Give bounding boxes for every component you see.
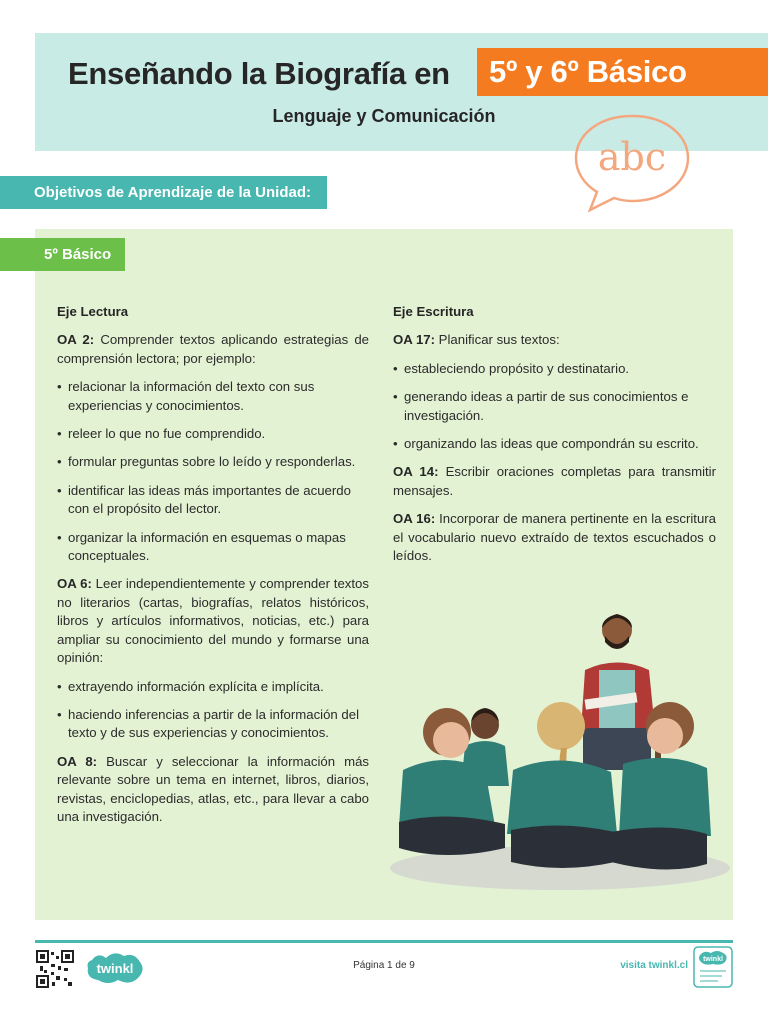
oa8-code: OA 8: — [57, 753, 98, 769]
oa6-list — [57, 678, 369, 743]
list-item: • relacionar la información del texto con sus experiencias y conocimientos. — [57, 378, 369, 415]
speech-bubble-icon — [570, 108, 695, 216]
left-column — [57, 303, 369, 836]
list-item: • organizando las ideas que compondrán su escrito. — [393, 435, 716, 453]
oa2-list — [57, 378, 369, 565]
list-item: • formular preguntas sobre lo leído y responderlas. — [57, 453, 369, 471]
oa17-text: Planificar sus textos: — [435, 332, 560, 348]
oa2-code: OA 2: — [57, 332, 95, 348]
oa8-paragraph — [57, 753, 369, 827]
right-column — [393, 303, 716, 575]
oa14-code: OA 14: — [393, 464, 439, 480]
section-banner: Objetivos de Aprendizaje de la Unidad: — [0, 176, 327, 209]
oa8-text: Buscar y seleccionar la información más relevante sobre un tema en internet, libros, diarios, revistas, enciclopedias, atlas, etc., para llevar a cabo una investigación. — [57, 753, 369, 824]
twinkl-logo-text: twinkl — [96, 961, 134, 976]
page-subtitle: Lenguaje y Comunicación — [272, 106, 496, 126]
oa17-code: OA 17: — [393, 332, 436, 348]
oa16-code: OA 16: — [393, 511, 436, 527]
list-item: • identificar las ideas más importantes de acuerdo con el propósito del lector. — [57, 482, 369, 519]
list-item: • estableciendo propósito y destinatario. — [393, 360, 716, 378]
list-item: • organizar la información en esquemas o mapas conceptuales. — [57, 529, 369, 566]
oa14-text: Escribir oraciones completas para transmitir mensajes. — [393, 464, 716, 498]
list-item: • generando ideas a partir de sus conocimientos e investigación. — [393, 388, 716, 425]
left-heading: Eje Lectura — [57, 304, 129, 319]
oa6-code: OA 6: — [57, 576, 92, 592]
oa6-text: Leer independientemente y comprender textos no literarios (cartas, biografías, relatos históricos, libros y artículos informativos, noticias, etc.) para ampliar su conocimiento del mundo y formarse una opinión: — [57, 576, 369, 666]
oa14-paragraph — [393, 463, 716, 500]
grade-badge: 5º y 6º Básico — [477, 48, 768, 96]
footer-divider — [35, 940, 733, 943]
list-item: • extrayendo información explícita e implícita. — [57, 678, 369, 696]
oa16-text: Incorporar de manera pertinente en la escritura el vocabulario nuevo extraído de textos escuchados o leídos. — [393, 511, 716, 564]
list-item: • releer lo que no fue comprendido. — [57, 425, 369, 443]
page-title: Enseñando la Biografía en — [68, 56, 450, 91]
oa17-list — [393, 360, 716, 454]
quality-badge-icon — [693, 946, 733, 988]
visit-link[interactable]: visita twinkl.cl — [620, 960, 688, 971]
page-number: Página 1 de 9 — [353, 960, 415, 971]
oa2-text: Comprender textos aplicando estrategias de comprensión lectora; por ejemplo: — [57, 332, 370, 366]
bubble-text: abc — [597, 135, 667, 179]
quality-badge-text: twinkl — [703, 956, 723, 963]
teacher-figure — [581, 614, 661, 774]
oa6-paragraph — [57, 575, 369, 667]
oa17-paragraph — [393, 331, 716, 349]
oa2-paragraph — [57, 331, 369, 368]
list-item: • haciendo inferencias a partir de la información del texto y de sus experiencias y conocimientos. — [57, 706, 369, 743]
right-heading: Eje Escritura — [393, 304, 474, 319]
grade-tag: 5º Básico — [0, 238, 125, 271]
oa16-paragraph — [393, 510, 716, 565]
classroom-illustration — [385, 600, 730, 900]
title-row — [68, 52, 450, 96]
